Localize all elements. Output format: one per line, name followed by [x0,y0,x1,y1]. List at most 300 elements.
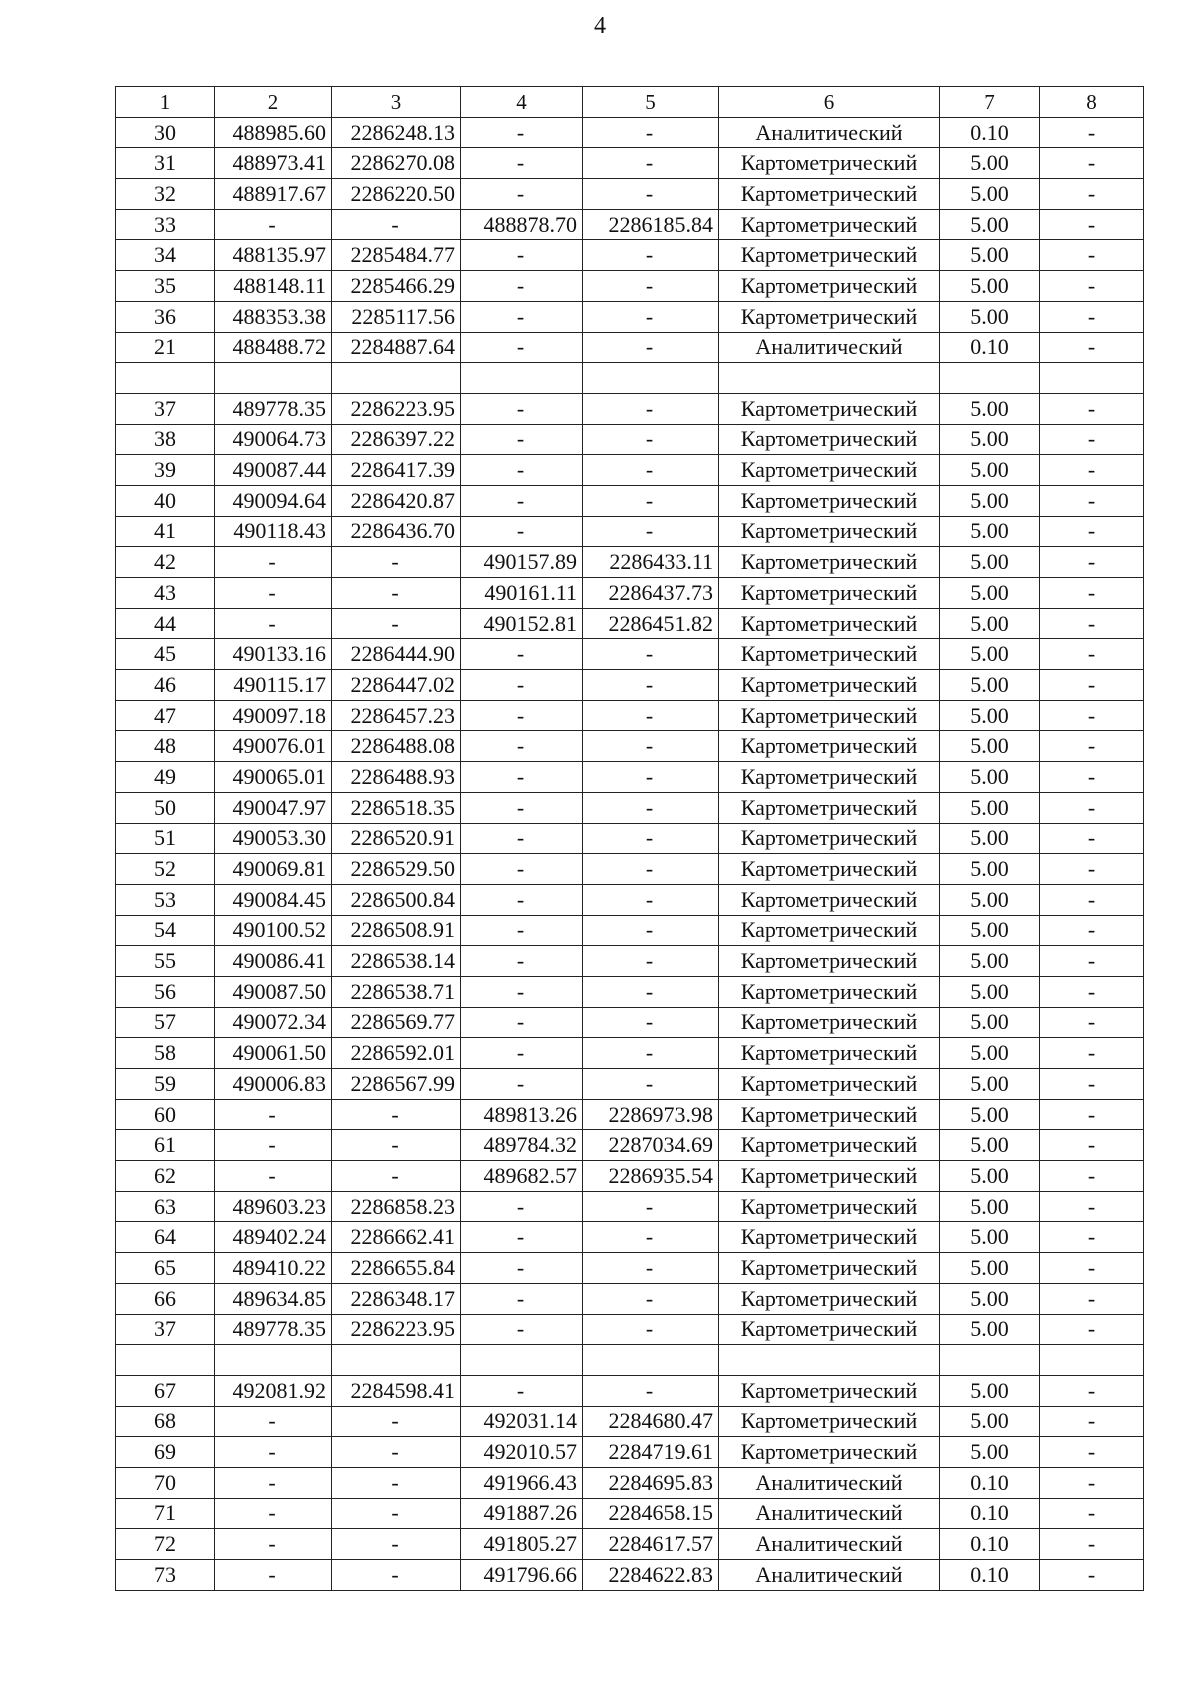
cell-existing-y: 2286655.84 [332,1253,461,1284]
cell-method: Картометрический [719,608,940,639]
cell-accuracy: 5.00 [940,854,1040,885]
cell-method: Картометрический [719,1406,940,1437]
cell-new-x: - [461,332,583,363]
cell-accuracy [940,363,1040,394]
cell-point-number: 54 [116,915,215,946]
cell-existing-y: - [332,1529,461,1560]
cell-point-number: 73 [116,1560,215,1591]
cell-new-x: - [461,792,583,823]
cell-point-number: 67 [116,1375,215,1406]
table-row [116,332,1144,363]
cell-new-x: - [461,240,583,271]
cell-new-x: - [461,854,583,885]
table-row [116,1406,1144,1437]
cell-new-y: - [583,731,719,762]
cell-new-y: - [583,393,719,424]
cell-description: - [1040,731,1144,762]
cell-method: Аналитический [719,1560,940,1591]
cell-description: - [1040,1069,1144,1100]
cell-new-x: 489813.26 [461,1099,583,1130]
cell-existing-y: 2286529.50 [332,854,461,885]
cell-existing-y: 2286447.02 [332,670,461,701]
header-cell-accuracy: 7 [940,87,1040,118]
cell-method: Аналитический [719,1529,940,1560]
cell-description: - [1040,547,1144,578]
cell-existing-y: - [332,1406,461,1437]
cell-accuracy: 5.00 [940,639,1040,670]
cell-existing-x: 490076.01 [215,731,332,762]
cell-existing-x: 488353.38 [215,301,332,332]
cell-new-x: - [461,1283,583,1314]
table-row [116,1529,1144,1560]
cell-description: - [1040,1253,1144,1284]
cell-new-y: - [583,823,719,854]
cell-new-y: 2286451.82 [583,608,719,639]
cell-description: - [1040,1007,1144,1038]
cell-existing-y: - [332,1467,461,1498]
cell-new-y: 2286185.84 [583,209,719,240]
cell-point-number: 30 [116,117,215,148]
cell-existing-x: - [215,1437,332,1468]
cell-method: Аналитический [719,1467,940,1498]
cell-method: Картометрический [719,731,940,762]
cell-new-y: - [583,271,719,302]
cell-point-number: 37 [116,393,215,424]
cell-new-y: - [583,1375,719,1406]
cell-existing-y [332,363,461,394]
cell-point-number: 39 [116,455,215,486]
table-row [116,884,1144,915]
cell-new-x: - [461,271,583,302]
cell-existing-y: 2285466.29 [332,271,461,302]
cell-existing-x: 488488.72 [215,332,332,363]
cell-method: Картометрический [719,823,940,854]
cell-description: - [1040,455,1144,486]
cell-accuracy: 5.00 [940,1069,1040,1100]
cell-accuracy: 5.00 [940,700,1040,731]
page-number: 4 [594,13,606,39]
table-row [116,762,1144,793]
cell-new-x: - [461,455,583,486]
cell-description: - [1040,1498,1144,1529]
cell-point-number: 57 [116,1007,215,1038]
cell-existing-y: - [332,1161,461,1192]
table-row [116,731,1144,762]
cell-description: - [1040,792,1144,823]
cell-new-x: - [461,884,583,915]
cell-point-number: 55 [116,946,215,977]
cell-new-y: - [583,240,719,271]
cell-description: - [1040,1099,1144,1130]
cell-accuracy: 5.00 [940,301,1040,332]
cell-new-x: - [461,823,583,854]
cell-method: Картометрический [719,915,940,946]
cell-description: - [1040,1375,1144,1406]
cell-new-y: - [583,976,719,1007]
table-row [116,485,1144,516]
cell-point-number: 68 [116,1406,215,1437]
cell-accuracy: 5.00 [940,915,1040,946]
cell-accuracy: 5.00 [940,148,1040,179]
cell-existing-y: 2286500.84 [332,884,461,915]
cell-existing-x: 490087.44 [215,455,332,486]
cell-new-y: - [583,915,719,946]
table-row [116,976,1144,1007]
cell-new-x: - [461,1038,583,1069]
cell-new-x: - [461,148,583,179]
cell-point-number: 62 [116,1161,215,1192]
cell-description: - [1040,915,1144,946]
cell-method: Картометрический [719,976,940,1007]
cell-new-x: - [461,1253,583,1284]
cell-accuracy: 5.00 [940,1437,1040,1468]
cell-description: - [1040,1130,1144,1161]
cell-existing-x: 490069.81 [215,854,332,885]
cell-new-y: - [583,1283,719,1314]
table-row [116,1069,1144,1100]
cell-existing-x: - [215,608,332,639]
cell-description: - [1040,179,1144,210]
cell-existing-x: 490118.43 [215,516,332,547]
cell-existing-y: - [332,547,461,578]
cell-existing-x: 490115.17 [215,670,332,701]
cell-new-x: - [461,976,583,1007]
cell-accuracy: 5.00 [940,1038,1040,1069]
cell-point-number: 40 [116,485,215,516]
cell-point-number: 59 [116,1069,215,1100]
cell-description: - [1040,1437,1144,1468]
cell-new-x: 489784.32 [461,1130,583,1161]
cell-new-x: 491966.43 [461,1467,583,1498]
cell-existing-y: 2285484.77 [332,240,461,271]
cell-description: - [1040,608,1144,639]
cell-new-y: - [583,1069,719,1100]
header-cell-description: 8 [1040,87,1144,118]
cell-new-y: - [583,117,719,148]
cell-description: - [1040,516,1144,547]
cell-description: - [1040,670,1144,701]
header-cell-existing-x: 2 [215,87,332,118]
cell-accuracy: 5.00 [940,547,1040,578]
cell-accuracy: 5.00 [940,485,1040,516]
cell-description: - [1040,271,1144,302]
cell-new-y: - [583,639,719,670]
cell-new-x: 492031.14 [461,1406,583,1437]
cell-existing-y: 2286436.70 [332,516,461,547]
cell-new-y: 2284658.15 [583,1498,719,1529]
cell-new-x: 488878.70 [461,209,583,240]
cell-new-x: 491805.27 [461,1529,583,1560]
cell-new-x: - [461,117,583,148]
cell-method: Картометрический [719,1099,940,1130]
cell-existing-x: - [215,1498,332,1529]
cell-accuracy: 5.00 [940,209,1040,240]
cell-existing-x: 490094.64 [215,485,332,516]
cell-accuracy: 5.00 [940,731,1040,762]
cell-description: - [1040,1283,1144,1314]
cell-point-number [116,363,215,394]
table-row [116,792,1144,823]
table-row [116,1467,1144,1498]
cell-new-y: - [583,854,719,885]
cell-method [719,1345,940,1376]
cell-existing-y: 2286270.08 [332,148,461,179]
cell-method: Картометрический [719,762,940,793]
cell-new-x: 490161.11 [461,578,583,609]
cell-existing-x [215,363,332,394]
cell-description: - [1040,240,1144,271]
cell-method: Картометрический [719,393,940,424]
cell-method: Картометрический [719,1283,940,1314]
cell-point-number: 35 [116,271,215,302]
cell-existing-x: 490097.18 [215,700,332,731]
cell-new-x [461,1345,583,1376]
table-row [116,1222,1144,1253]
cell-new-y: - [583,946,719,977]
cell-description: - [1040,209,1144,240]
cell-description: - [1040,639,1144,670]
cell-method: Аналитический [719,1498,940,1529]
cell-existing-y [332,1345,461,1376]
table-row [116,639,1144,670]
table-row [116,1437,1144,1468]
cell-existing-x: 488148.11 [215,271,332,302]
table-header-row [116,87,1144,118]
cell-description: - [1040,1560,1144,1591]
cell-existing-y: 2286520.91 [332,823,461,854]
cell-method: Картометрический [719,1222,940,1253]
cell-existing-y: 2286858.23 [332,1191,461,1222]
cell-existing-x: 490086.41 [215,946,332,977]
cell-existing-y: 2286518.35 [332,792,461,823]
cell-description: - [1040,393,1144,424]
cell-point-number: 47 [116,700,215,731]
cell-new-y: 2284680.47 [583,1406,719,1437]
cell-existing-x: - [215,1130,332,1161]
cell-point-number: 69 [116,1437,215,1468]
table-row [116,117,1144,148]
cell-description: - [1040,148,1144,179]
cell-existing-x: - [215,1560,332,1591]
table-row [116,1498,1144,1529]
cell-new-x: 489682.57 [461,1161,583,1192]
cell-accuracy: 5.00 [940,608,1040,639]
cell-point-number: 34 [116,240,215,271]
cell-point-number: 71 [116,1498,215,1529]
cell-accuracy: 5.00 [940,455,1040,486]
cell-accuracy: 5.00 [940,1314,1040,1345]
cell-method: Картометрический [719,516,940,547]
header-cell-point-number: 1 [116,87,215,118]
cell-point-number: 37 [116,1314,215,1345]
cell-point-number: 70 [116,1467,215,1498]
cell-new-y: - [583,424,719,455]
cell-existing-x: 488135.97 [215,240,332,271]
cell-new-y: - [583,792,719,823]
cell-existing-x: 490047.97 [215,792,332,823]
cell-accuracy: 5.00 [940,1191,1040,1222]
cell-description: - [1040,884,1144,915]
cell-description: - [1040,1161,1144,1192]
cell-new-y: 2284622.83 [583,1560,719,1591]
cell-existing-y: - [332,1560,461,1591]
cell-method: Картометрический [719,148,940,179]
cell-point-number: 33 [116,209,215,240]
cell-point-number: 43 [116,578,215,609]
cell-new-y [583,363,719,394]
cell-point-number: 51 [116,823,215,854]
cell-accuracy: 5.00 [940,424,1040,455]
table-body [116,87,1144,1591]
cell-new-y: - [583,516,719,547]
cell-point-number: 44 [116,608,215,639]
cell-existing-x: 490072.34 [215,1007,332,1038]
cell-description: - [1040,762,1144,793]
table-row [116,915,1144,946]
cell-method: Картометрический [719,639,940,670]
cell-accuracy: 5.00 [940,1099,1040,1130]
cell-point-number: 50 [116,792,215,823]
cell-new-x: - [461,1069,583,1100]
cell-accuracy: 5.00 [940,1222,1040,1253]
cell-accuracy: 5.00 [940,271,1040,302]
cell-method: Картометрический [719,1069,940,1100]
table-row [116,240,1144,271]
cell-method: Картометрический [719,1437,940,1468]
cell-accuracy: 5.00 [940,240,1040,271]
cell-method [719,363,940,394]
table-row [116,1161,1144,1192]
cell-new-x: - [461,731,583,762]
cell-method: Картометрический [719,670,940,701]
cell-new-y: - [583,455,719,486]
cell-existing-x: 492081.92 [215,1375,332,1406]
table-row [116,209,1144,240]
cell-existing-y: - [332,1130,461,1161]
cell-point-number: 38 [116,424,215,455]
cell-point-number: 53 [116,884,215,915]
cell-method: Картометрический [719,946,940,977]
cell-method: Картометрический [719,884,940,915]
cell-existing-y: 2286592.01 [332,1038,461,1069]
header-cell-new-x: 4 [461,87,583,118]
cell-accuracy: 5.00 [940,1007,1040,1038]
cell-new-y: - [583,148,719,179]
cell-method: Картометрический [719,1130,940,1161]
cell-existing-y: 2284598.41 [332,1375,461,1406]
cell-point-number: 52 [116,854,215,885]
cell-existing-y: 2286538.14 [332,946,461,977]
table-row [116,1283,1144,1314]
table-row [116,1130,1144,1161]
cell-existing-x: 490084.45 [215,884,332,915]
cell-new-y: - [583,1038,719,1069]
table-row [116,301,1144,332]
cell-new-x: - [461,485,583,516]
cell-description: - [1040,823,1144,854]
cell-accuracy: 0.10 [940,117,1040,148]
cell-new-y: - [583,884,719,915]
cell-new-y: 2287034.69 [583,1130,719,1161]
cell-new-y: 2286973.98 [583,1099,719,1130]
cell-existing-y: 2286220.50 [332,179,461,210]
cell-existing-x: 490064.73 [215,424,332,455]
cell-existing-y: 2286397.22 [332,424,461,455]
cell-accuracy: 0.10 [940,1498,1040,1529]
cell-description: - [1040,1467,1144,1498]
cell-new-x: - [461,516,583,547]
table-row [116,1375,1144,1406]
cell-method: Картометрический [719,700,940,731]
table-row [116,547,1144,578]
cell-accuracy: 5.00 [940,1161,1040,1192]
cell-description: - [1040,1529,1144,1560]
cell-point-number: 63 [116,1191,215,1222]
cell-description: - [1040,485,1144,516]
cell-existing-y: 2286248.13 [332,117,461,148]
cell-new-x: - [461,393,583,424]
table-row [116,179,1144,210]
cell-existing-x: 489410.22 [215,1253,332,1284]
cell-point-number: 60 [116,1099,215,1130]
cell-method: Картометрический [719,209,940,240]
cell-new-y: 2286433.11 [583,547,719,578]
cell-existing-x: 490100.52 [215,915,332,946]
cell-new-y: 2284719.61 [583,1437,719,1468]
cell-accuracy: 5.00 [940,884,1040,915]
cell-new-x: - [461,670,583,701]
cell-new-x: - [461,639,583,670]
cell-existing-x: - [215,578,332,609]
cell-accuracy: 5.00 [940,179,1040,210]
cell-existing-y: - [332,1498,461,1529]
table-row [116,578,1144,609]
cell-existing-y: 2286457.23 [332,700,461,731]
cell-existing-y: 2286662.41 [332,1222,461,1253]
cell-point-number: 66 [116,1283,215,1314]
cell-accuracy: 5.00 [940,1406,1040,1437]
cell-new-x: - [461,1314,583,1345]
cell-existing-x: 490053.30 [215,823,332,854]
header-cell-existing-y: 3 [332,87,461,118]
cell-point-number: 21 [116,332,215,363]
cell-description: - [1040,1406,1144,1437]
cell-point-number: 45 [116,639,215,670]
cell-description: - [1040,1314,1144,1345]
cell-description: - [1040,854,1144,885]
cell-method: Картометрический [719,485,940,516]
cell-new-x: - [461,946,583,977]
cell-new-x: - [461,915,583,946]
cell-new-x: - [461,762,583,793]
cell-accuracy: 5.00 [940,792,1040,823]
cell-method: Картометрический [719,179,940,210]
cell-new-y: - [583,179,719,210]
cell-existing-x [215,1345,332,1376]
table-row [116,455,1144,486]
cell-new-y: 2286935.54 [583,1161,719,1192]
cell-description: - [1040,1222,1144,1253]
cell-new-y: - [583,485,719,516]
cell-new-y [583,1345,719,1376]
table-row [116,823,1144,854]
cell-existing-y: - [332,578,461,609]
cell-existing-x: 488917.67 [215,179,332,210]
cell-description: - [1040,700,1144,731]
table-row [116,1007,1144,1038]
cell-accuracy: 5.00 [940,578,1040,609]
cell-new-x: - [461,424,583,455]
